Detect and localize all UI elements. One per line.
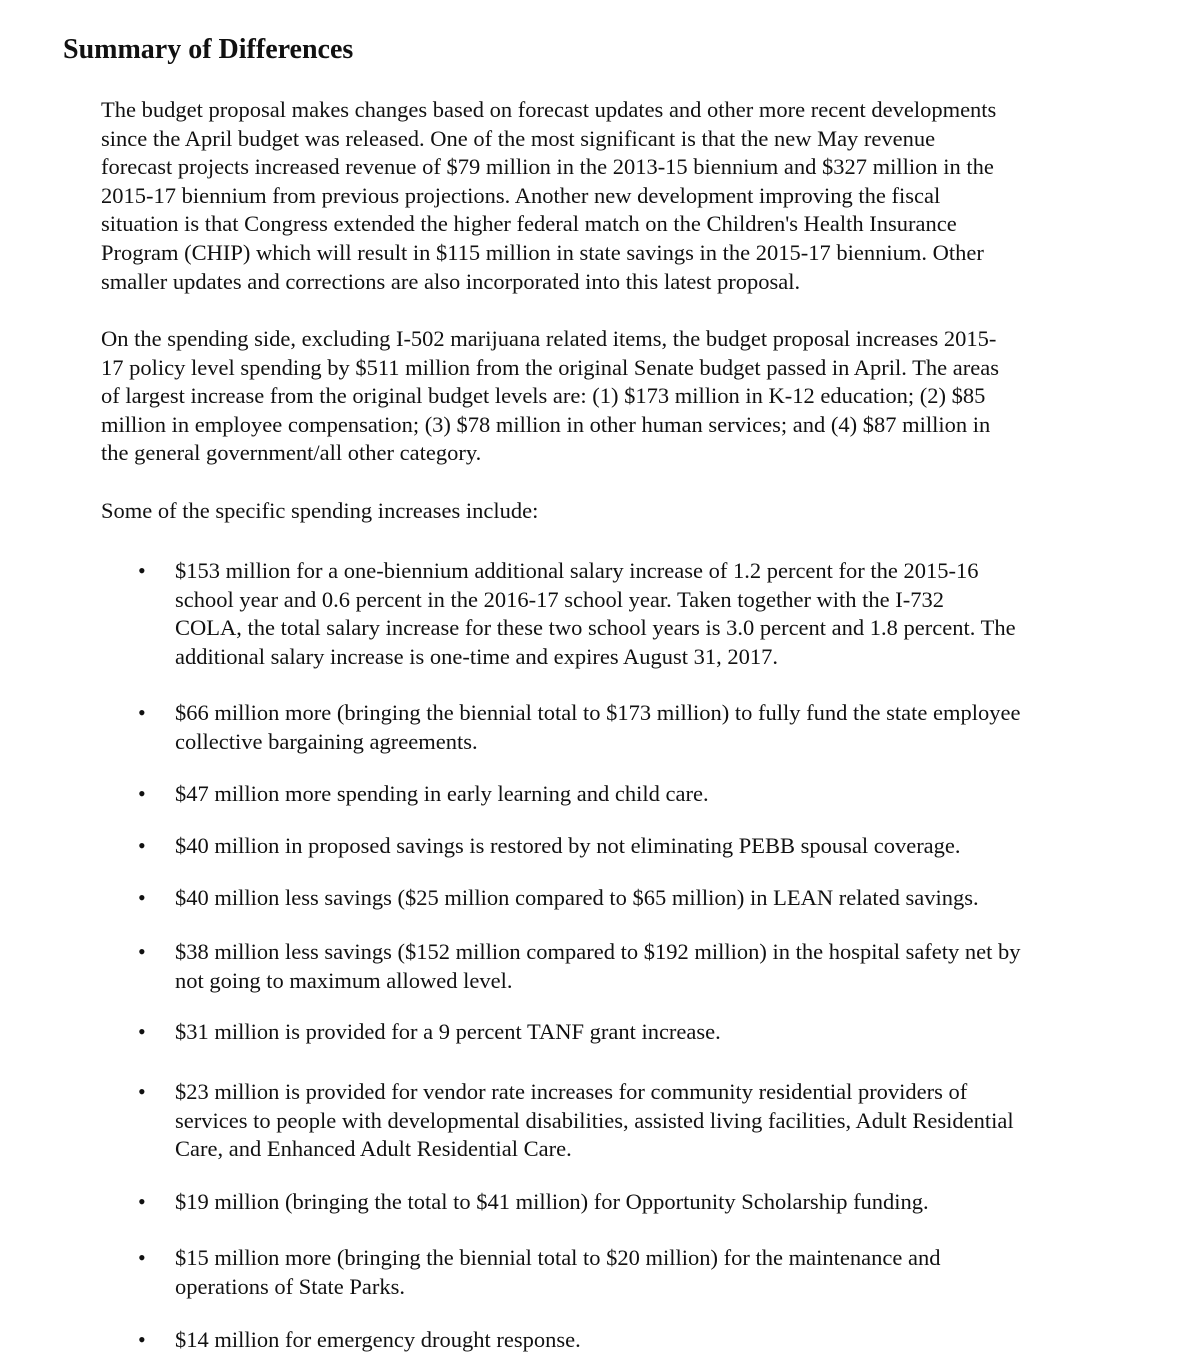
list-item-line: $14 million for emergency drought response. bbox=[175, 1327, 581, 1352]
list-item-line: Care, and Enhanced Adult Residential Care. bbox=[175, 1136, 572, 1162]
paragraph-line: million in employee compensation; (3) $78 million in other human services; and (4) $87 million in bbox=[101, 411, 991, 437]
list-item-line: collective bargaining agreements. bbox=[175, 728, 478, 754]
bullet-icon: • bbox=[138, 885, 146, 910]
list-item-text bbox=[175, 1078, 1165, 1164]
paragraph-line: On the spending side, excluding I-502 marijuana related items, the budget proposal increases 2015- bbox=[101, 326, 997, 351]
list-item-text bbox=[175, 832, 1165, 861]
list-item-line: $40 million less savings ($25 million compared to $65 million) in LEAN related savings. bbox=[175, 885, 979, 910]
list-item-line: not going to maximum allowed level. bbox=[175, 967, 513, 993]
list-item-line: $66 million more (bringing the biennial total to $173 million) to fully fund the state employee bbox=[175, 700, 1021, 725]
list-item-line: $31 million is provided for a 9 percent TANF grant increase. bbox=[175, 1019, 721, 1044]
list-item-line: COLA, the total salary increase for these two school years is 3.0 percent and 1.8 percent. The bbox=[175, 615, 1016, 641]
list-item-line: $38 million less savings ($152 million compared to $192 million) in the hospital safety net by bbox=[175, 939, 1021, 964]
paragraph-line: smaller updates and corrections are also incorporated into this latest proposal. bbox=[101, 268, 801, 294]
bullet-icon: • bbox=[138, 1245, 146, 1270]
paragraph-line: 2015-17 biennium from previous projections. Another new development improving the fiscal bbox=[101, 182, 941, 208]
list-item-text bbox=[175, 699, 1165, 756]
bullet-icon: • bbox=[138, 833, 146, 858]
list-item-text bbox=[175, 884, 1165, 913]
list-item-line: operations of State Parks. bbox=[175, 1273, 405, 1299]
bullet-icon: • bbox=[138, 1327, 146, 1352]
list-item-line: $40 million in proposed savings is restored by not eliminating PEBB spousal coverage. bbox=[175, 833, 961, 858]
list-item-line: $15 million more (bringing the biennial total to $20 million) for the maintenance and bbox=[175, 1245, 941, 1270]
list-item-line: $47 million more spending in early learning and child care. bbox=[175, 781, 709, 806]
list-item-line: $153 million for a one-biennium additional salary increase of 1.2 percent for the 2015-16 bbox=[175, 558, 979, 583]
list-item-text bbox=[175, 1244, 1165, 1301]
paragraph-line: The budget proposal makes changes based on forecast updates and other more recent developments bbox=[101, 97, 997, 122]
bullet-icon: • bbox=[138, 700, 146, 725]
bullet-icon: • bbox=[138, 781, 146, 806]
list-item-text bbox=[175, 1188, 1165, 1217]
paragraph-line: 17 policy level spending by $511 million from the original Senate budget passed in April. The areas bbox=[101, 354, 999, 380]
list-item-line: $23 million is provided for vendor rate increases for community residential providers of bbox=[175, 1079, 968, 1104]
bullet-icon: • bbox=[138, 558, 146, 583]
list-item-text bbox=[175, 1018, 1165, 1047]
list-item-line: additional salary increase is one-time and expires August 31, 2017. bbox=[175, 643, 778, 669]
bullet-icon: • bbox=[138, 1079, 146, 1104]
bullet-icon: • bbox=[138, 1189, 146, 1214]
paragraph-line: since the April budget was released. One of the most significant is that the new May revenue bbox=[101, 125, 936, 151]
list-item-text bbox=[175, 1326, 1165, 1355]
paragraph-line: Some of the specific spending increases include: bbox=[101, 498, 539, 523]
list-item-text bbox=[175, 557, 1165, 671]
paragraph-line: the general government/all other category. bbox=[101, 440, 482, 466]
list-item-text bbox=[175, 780, 1165, 809]
bullet-icon: • bbox=[138, 939, 146, 964]
list-item-line: services to people with developmental disabilities, assisted living facilities, Adult Residential bbox=[175, 1107, 1014, 1133]
paragraph-line: situation is that Congress extended the higher federal match on the Children's Health Insurance bbox=[101, 211, 957, 237]
bullet-icon: • bbox=[138, 1019, 146, 1044]
list-item-line: $19 million (bringing the total to $41 million) for Opportunity Scholarship funding. bbox=[175, 1189, 929, 1214]
list-item-text bbox=[175, 938, 1165, 995]
section-title: Summary of Differences bbox=[63, 34, 354, 65]
paragraph-line: forecast projects increased revenue of $79 million in the 2013-15 biennium and $327 million in the bbox=[101, 154, 994, 180]
list-item-line: school year and 0.6 percent in the 2016-17 school year. Taken together with the I-732 bbox=[175, 586, 945, 612]
paragraph-line: Program (CHIP) which will result in $115 million in state savings in the 2015-17 biennium. Other bbox=[101, 239, 984, 265]
paragraph-line: of largest increase from the original budget levels are: (1) $173 million in K-12 education; (2) $85 bbox=[101, 383, 986, 409]
